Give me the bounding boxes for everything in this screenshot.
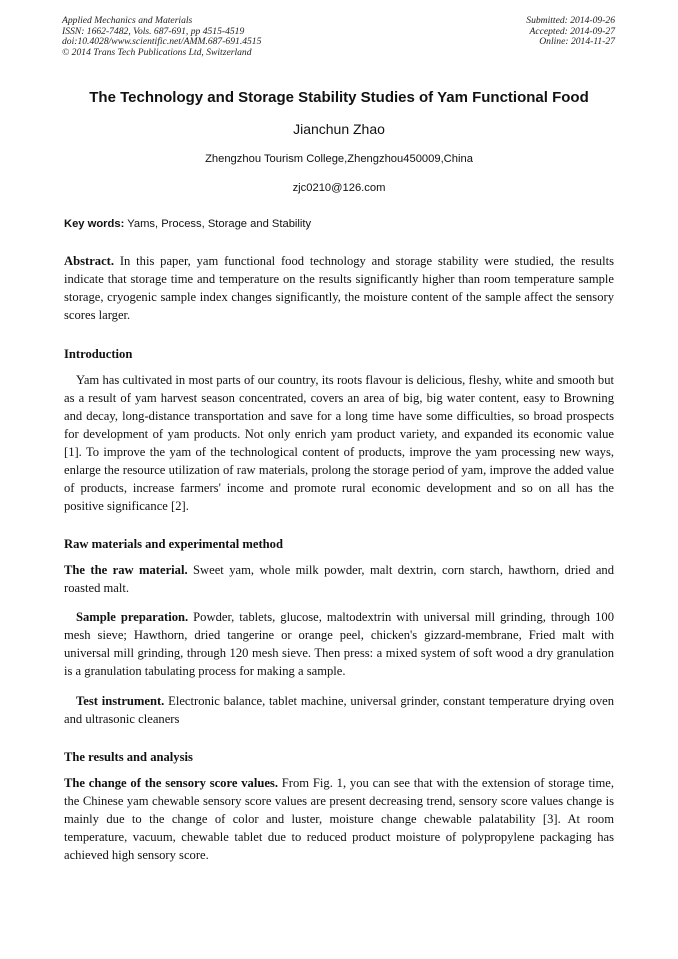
journal-name: Applied Mechanics and Materials bbox=[62, 15, 193, 26]
submitted-date: Submitted: 2014-09-26 bbox=[526, 15, 615, 26]
test-instrument-paragraph bbox=[64, 692, 614, 728]
raw-material-text: Sweet yam, whole milk powder, malt dextrin, corn starch, hawthorn, dried and roasted malt. bbox=[64, 563, 615, 595]
accepted-date: Accepted: 2014-09-27 bbox=[529, 25, 615, 37]
journal-copyright: © 2014 Trans Tech Publications Ltd, Switzerland bbox=[62, 46, 252, 58]
keywords-label: Key words: bbox=[64, 218, 125, 230]
journal-issn: ISSN: 1662-7482, Vols. 687-691, pp 4515-4519 bbox=[62, 25, 245, 37]
sample-preparation-label: Sample preparation. bbox=[76, 610, 189, 624]
journal-header bbox=[62, 16, 261, 58]
abstract-text: In this paper, yam functional food technology and storage stability were studied, the results indicate that storage time and temperature on the results significantly higher than room temperature sample storage, cryogenic sample index changes significantly, the moisture content of the sample affect the sensory scores larger. bbox=[64, 254, 614, 322]
introduction-text: Yam has cultivated in most parts of our country, its roots flavour is delicious, fleshy, white and smooth but as a result of yam harvest season concentrated, covers an area of big, big water content, easy to Browning and decay, long-distance transportation and save for a long time have some difficulties, so broad prospects for development of yam products. Not only enrich yam product variety, and expanded its economic value [1]. To improve the yam of the technological content of products, improve the yam processing new ways, enlarge the resource utilization of raw materials, prolong the storage period of yam, improve the added value of products, increase farmers' income and promote rural economic development and so on all has the positive significance [2]. bbox=[64, 373, 614, 513]
methods-heading: Raw materials and experimental method bbox=[64, 537, 283, 551]
sensory-score-paragraph bbox=[64, 774, 614, 864]
author-email: zjc0210@126.com bbox=[292, 182, 386, 194]
results-heading: The results and analysis bbox=[64, 750, 193, 764]
author-affiliation: Zhengzhou Tourism College,Zhengzhou450009,China bbox=[205, 153, 473, 165]
sensory-score-label: The change of the sensory score values. bbox=[64, 776, 278, 790]
online-date: Online: 2014-11-27 bbox=[539, 36, 615, 48]
sensory-score-text: From Fig. 1, you can see that with the extension of storage time, the Chinese yam chewable sensory score values are present decreasing trend, sensory score values change is mainly due to the change of color and luster, moisture change chewable palatability [3]. At room temperature, vacuum, chewable tablet due to reduced product moisture of polypropylene packaging has achieved high sensory score. bbox=[64, 776, 614, 862]
paper-title: The Technology and Storage Stability Studies of Yam Functional Food bbox=[89, 89, 589, 106]
raw-material-paragraph bbox=[64, 561, 614, 597]
keywords bbox=[64, 218, 616, 230]
sample-preparation-paragraph bbox=[64, 608, 614, 680]
journal-doi: doi:10.4028/www.scientific.net/AMM.687-691.4515 bbox=[62, 36, 262, 48]
dates-header bbox=[526, 16, 615, 48]
test-instrument-text: Electronic balance, tablet machine, universal grinder, constant temperature drying oven and ultrasonic cleaners bbox=[64, 694, 614, 726]
introduction-heading: Introduction bbox=[64, 347, 133, 361]
test-instrument-label: Test instrument. bbox=[76, 694, 165, 708]
abstract bbox=[64, 252, 614, 324]
abstract-label: Abstract. bbox=[64, 254, 115, 268]
raw-material-label: The the raw material. bbox=[64, 563, 188, 577]
keywords-text: Yams, Process, Storage and Stability bbox=[124, 218, 312, 230]
author-name: Jianchun Zhao bbox=[293, 121, 385, 137]
sample-preparation-text: Powder, tablets, glucose, maltodextrin with universal mill grinding, through 100 mesh sieve; Hawthorn, dried tangerine or orange peel, chicken's gizzard-membrane, Fried malt with universal mill grinding, through 120 mesh sieve. Then press: a mixed system of soft wood a dry granulation is a granulation tabulating process for making a sample. bbox=[64, 610, 614, 678]
